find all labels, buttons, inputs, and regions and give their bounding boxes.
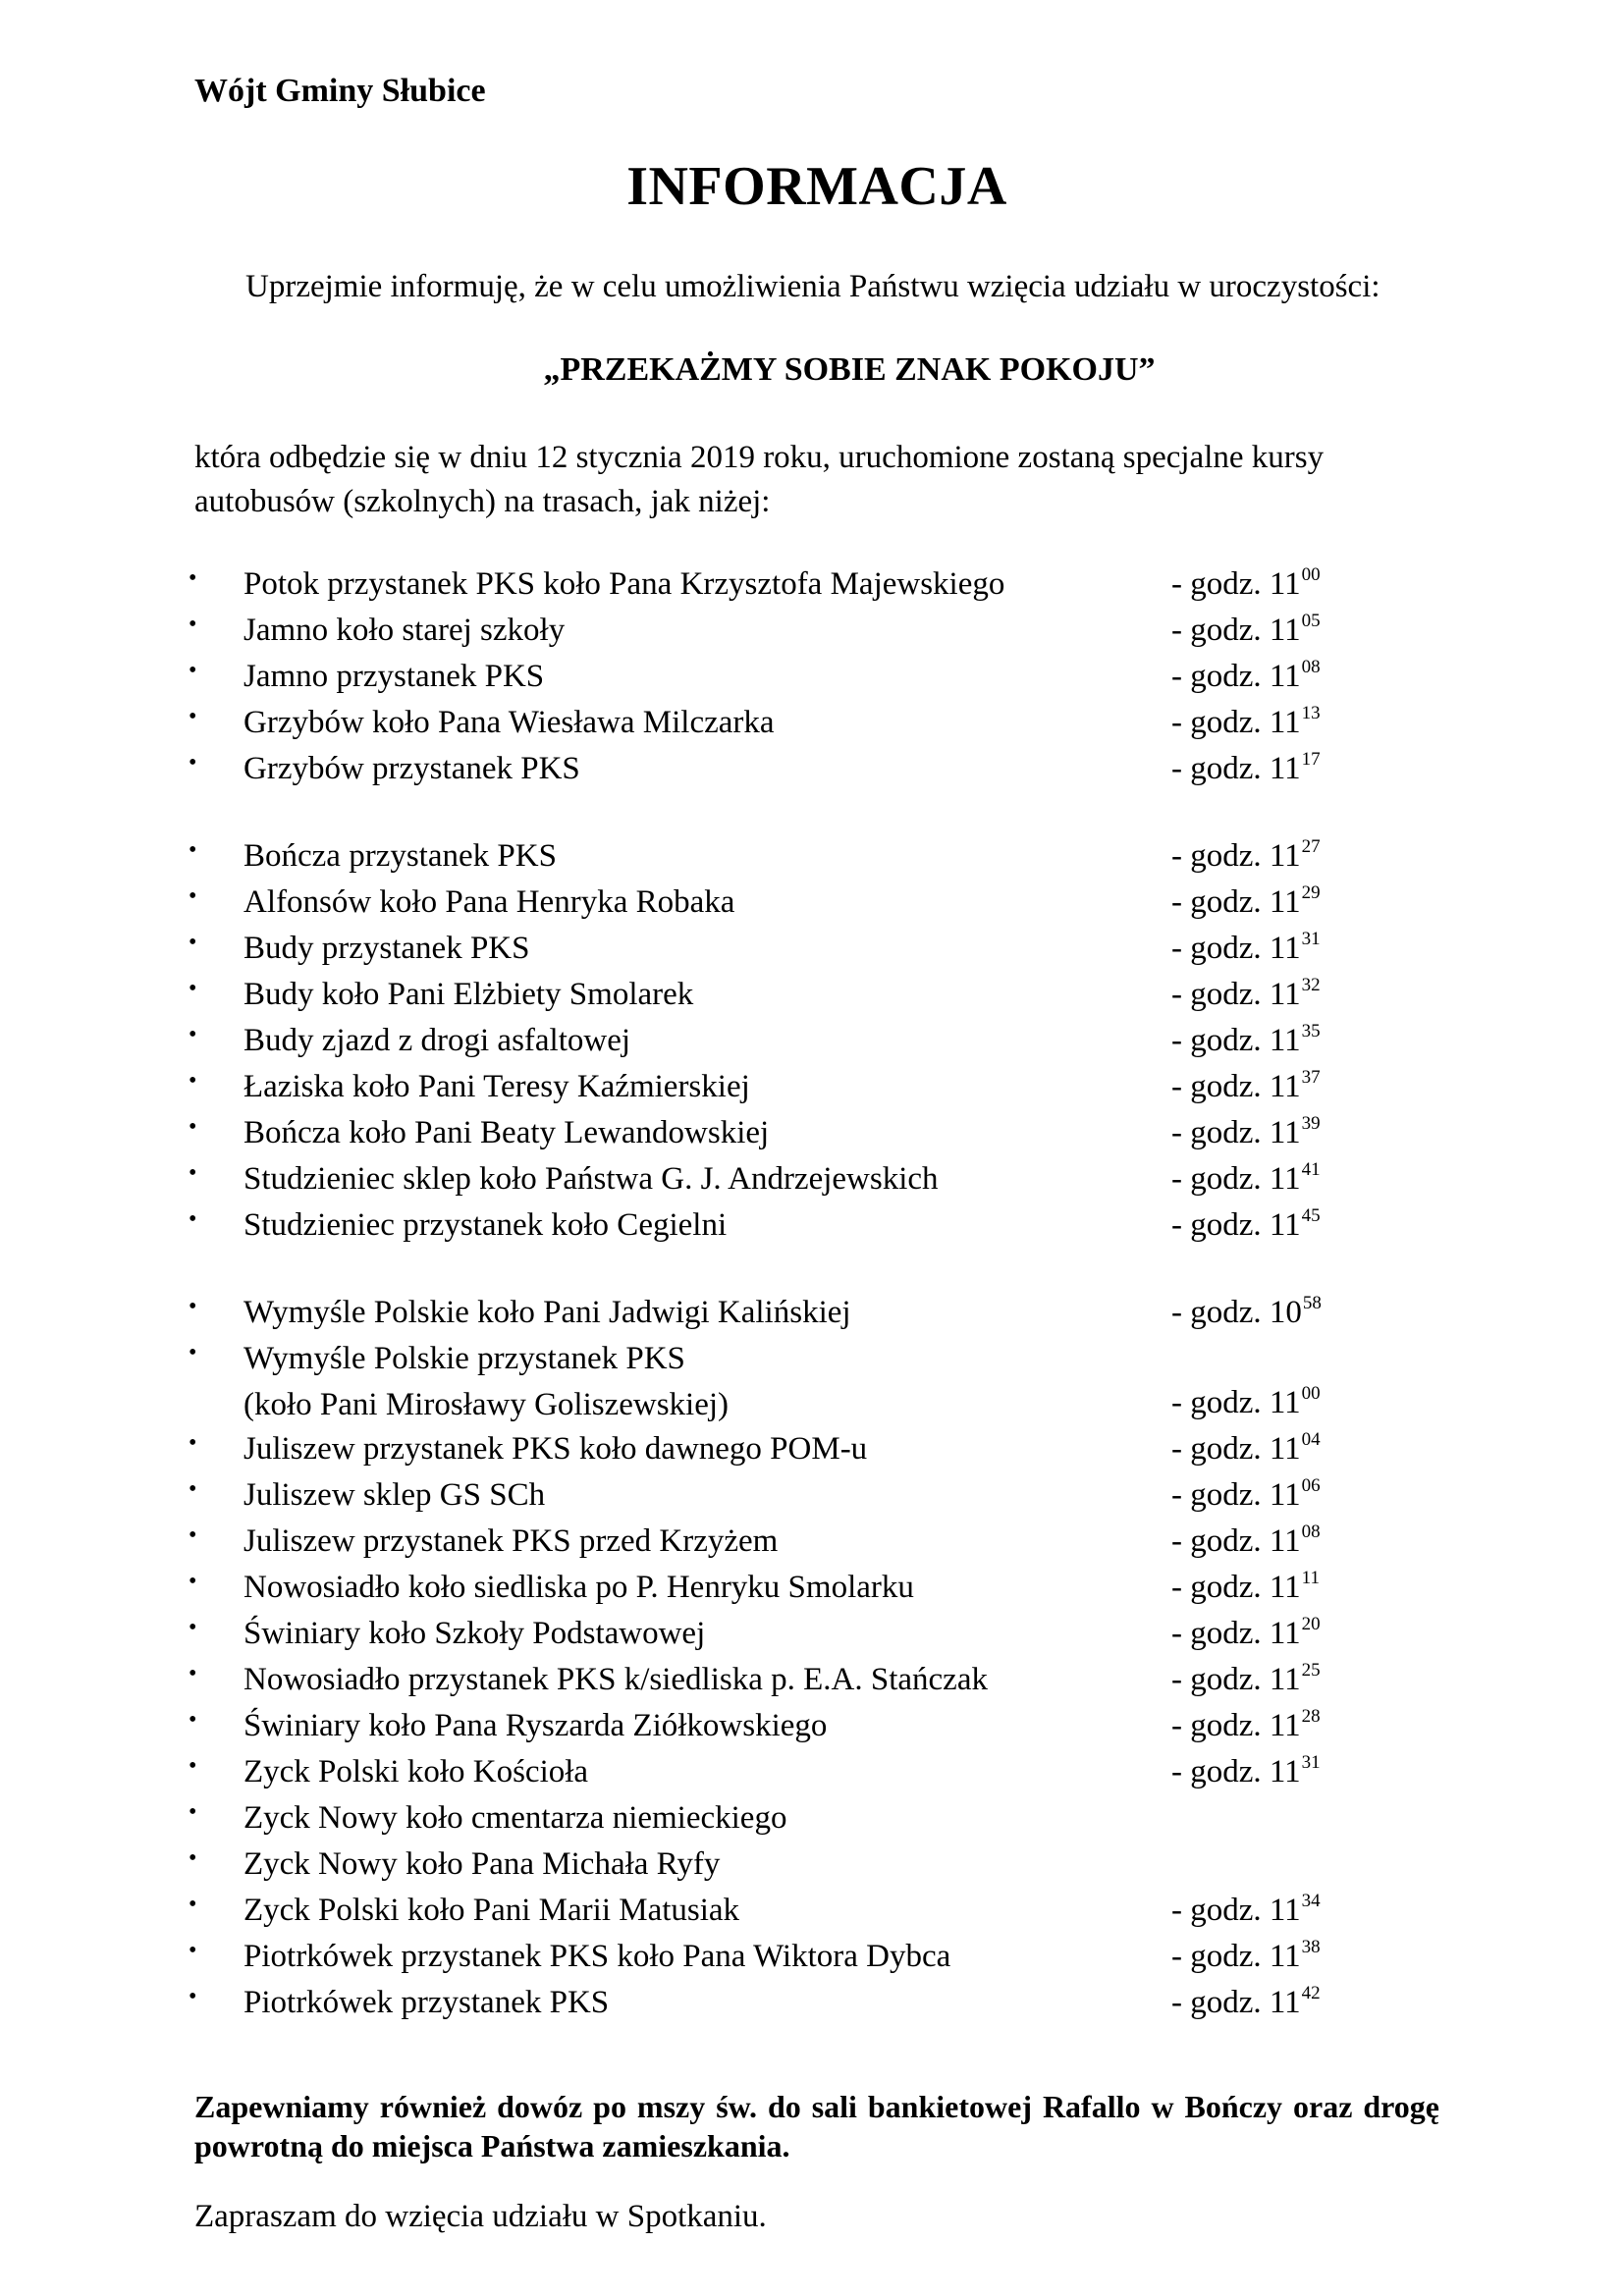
time-hour: 11 — [1269, 659, 1301, 694]
time-hour: 11 — [1269, 1893, 1301, 1928]
author-heading: Wójt Gminy Słubice — [194, 73, 486, 109]
stop-place — [243, 1426, 867, 1472]
departure-time — [1171, 1290, 1322, 1340]
stop-place-line: Grzybów koło Pana Wiesława Milczarka — [243, 705, 775, 740]
intro-text: Uprzejmie informuję, że w celu umożliwienia Państwu wzięcia udziału w uroczystości: — [245, 269, 1380, 304]
departure-time — [1171, 561, 1321, 612]
time-prefix: - godz. — [1171, 1985, 1262, 2020]
time-hour: 11 — [1269, 613, 1301, 648]
bullet-icon: • — [189, 976, 197, 1001]
time-minute: 05 — [1301, 611, 1321, 631]
bullet-icon: • — [189, 1206, 197, 1232]
time-prefix: - godz. — [1171, 1295, 1262, 1330]
bullet-icon: • — [189, 1114, 197, 1140]
stop-place — [243, 1749, 588, 1795]
stop-place-line: Alfonsów koło Pana Henryka Robaka — [243, 884, 735, 920]
stop-place-line: Budy koło Pani Elżbiety Smolarek — [243, 977, 694, 1012]
time-prefix: - godz. — [1171, 931, 1262, 966]
stop-place-line: Juliszew przystanek PKS przed Krzyżem — [243, 1523, 779, 1559]
list-item — [189, 1290, 1439, 1336]
stop-place — [243, 1110, 769, 1156]
list-item — [189, 608, 1439, 654]
departure-time — [1171, 1156, 1321, 1206]
bus-stop-list — [189, 561, 1439, 2026]
stop-place-line: Zyck Nowy koło Pana Michała Ryfy — [243, 1846, 721, 1882]
time-prefix: - godz. — [1171, 1662, 1262, 1697]
stop-place-line: Nowosiadło koło siedliska po P. Henryku Smolarku — [243, 1570, 914, 1605]
bullet-icon: • — [189, 750, 197, 775]
list-item — [189, 1980, 1439, 2026]
list-item — [189, 972, 1439, 1018]
bullet-icon: • — [189, 1615, 197, 1640]
time-minute: 27 — [1301, 836, 1321, 857]
time-prefix: - godz. — [1171, 977, 1262, 1012]
list-item — [189, 746, 1439, 792]
time-prefix: - godz. — [1171, 1893, 1262, 1928]
list-item — [189, 1156, 1439, 1202]
stop-place — [243, 1795, 786, 1842]
stop-place — [243, 561, 1004, 608]
event-name — [194, 351, 1439, 389]
stop-place — [243, 1290, 851, 1336]
time-prefix: - godz. — [1171, 613, 1262, 648]
list-item — [189, 700, 1439, 746]
list-item — [189, 1565, 1439, 1611]
time-hour: 11 — [1269, 566, 1301, 602]
time-prefix: - godz. — [1171, 1708, 1262, 1743]
stop-place — [243, 926, 530, 972]
list-item — [189, 1110, 1439, 1156]
departure-time — [1171, 700, 1321, 750]
stop-place-line: Zyck Nowy koło cmentarza niemieckiego — [243, 1800, 787, 1836]
stop-place-line: Budy przystanek PKS — [243, 931, 530, 966]
list-item — [189, 1657, 1439, 1703]
time-prefix: - godz. — [1171, 838, 1262, 874]
departure-time — [1171, 1703, 1321, 1753]
departure-time — [1171, 608, 1321, 658]
list-item — [189, 1336, 1439, 1426]
bullet-icon: • — [189, 1522, 197, 1548]
list-item — [189, 1426, 1439, 1472]
departure-time — [1171, 1565, 1320, 1615]
list-item — [189, 1749, 1439, 1795]
list-item — [189, 1519, 1439, 1565]
bullet-icon: • — [189, 1022, 197, 1047]
departure-time — [1171, 654, 1321, 704]
closing-paragraph: Zapewniamy również dowóz po mszy św. do sali bankietowej Rafallo w Bończy oraz drogę powrotną do miejsca Państwa zamieszkania. — [194, 2089, 1439, 2163]
list-item — [189, 1888, 1439, 1934]
departure-time — [1171, 746, 1321, 796]
time-minute: 31 — [1301, 1752, 1321, 1773]
time-minute: 08 — [1301, 657, 1321, 677]
time-hour: 11 — [1269, 1523, 1301, 1559]
time-minute: 39 — [1301, 1113, 1321, 1134]
time-hour: 11 — [1269, 1985, 1301, 2020]
time-hour: 11 — [1269, 751, 1301, 786]
bullet-icon: • — [189, 1707, 197, 1733]
bullet-icon: • — [189, 1661, 197, 1686]
departure-time — [1171, 926, 1321, 976]
bullet-icon: • — [189, 1892, 197, 1917]
time-prefix: - godz. — [1171, 1616, 1262, 1651]
time-prefix: - godz. — [1171, 659, 1262, 694]
stop-place-line: Juliszew sklep GS SCh — [243, 1477, 546, 1513]
stop-place-line: Piotrkówek przystanek PKS koło Pana Wiktora Dybca — [243, 1939, 951, 1974]
list-item — [189, 1064, 1439, 1110]
invitation-text: Zapraszam do wzięcia udziału w Spotkaniu. — [194, 2199, 767, 2234]
time-prefix: - godz. — [1171, 1523, 1262, 1559]
bullet-icon: • — [189, 1845, 197, 1871]
bullet-icon: • — [189, 1476, 197, 1502]
stop-place — [243, 1842, 720, 1888]
bullet-icon: • — [189, 1160, 197, 1186]
stop-place — [243, 1565, 914, 1611]
time-minute: 34 — [1301, 1891, 1321, 1911]
time-hour: 11 — [1269, 1616, 1301, 1651]
list-item — [189, 1842, 1439, 1888]
list-item — [189, 1611, 1439, 1657]
list-item — [189, 1472, 1439, 1519]
time-hour: 11 — [1269, 1570, 1301, 1605]
time-prefix: - godz. — [1171, 566, 1262, 602]
time-hour: 11 — [1269, 1708, 1301, 1743]
departure-time — [1171, 1380, 1321, 1430]
departure-time — [1171, 1749, 1321, 1799]
stop-place — [243, 1064, 750, 1110]
stop-place-line: Juliszew przystanek PKS koło dawnego POM-u — [243, 1431, 868, 1467]
time-minute: 31 — [1301, 929, 1321, 949]
stop-place — [243, 1657, 988, 1703]
departure-time — [1171, 880, 1321, 930]
time-prefix: - godz. — [1171, 1939, 1262, 1974]
bullet-icon: • — [189, 704, 197, 729]
departure-time — [1171, 1888, 1321, 1938]
time-minute: 04 — [1301, 1429, 1321, 1450]
stop-place — [243, 1018, 630, 1064]
list-item — [189, 561, 1439, 608]
lead-paragraph: która odbędzie się w dniu 12 stycznia 2019 roku, uruchomione zostaną specjalne kursy autobusów (szkolnych) na trasach, jak niżej: — [194, 440, 1325, 519]
departure-time — [1171, 1426, 1321, 1476]
time-hour: 11 — [1269, 1207, 1301, 1243]
time-minute: 13 — [1301, 703, 1321, 723]
time-hour: 11 — [1269, 1385, 1301, 1420]
list-item — [189, 1202, 1439, 1249]
time-hour: 11 — [1269, 977, 1301, 1012]
stop-place — [243, 1611, 705, 1657]
time-minute: 29 — [1301, 882, 1321, 903]
stop-place — [243, 1202, 727, 1249]
list-item — [189, 654, 1439, 700]
time-hour: 11 — [1269, 1023, 1301, 1058]
stop-place — [243, 746, 580, 792]
bullet-icon: • — [189, 1753, 197, 1779]
stop-place — [243, 608, 565, 654]
stop-place-line-2: (koło Pani Mirosławy Goliszewskiej) — [243, 1387, 730, 1422]
time-hour: 11 — [1269, 705, 1301, 740]
intro-paragraph — [194, 265, 1439, 309]
departure-time — [1171, 972, 1321, 1022]
time-hour: 11 — [1269, 884, 1301, 920]
time-prefix: - godz. — [1171, 1069, 1262, 1104]
stop-place-line: Świniary koło Pana Ryszarda Ziółkowskiego — [243, 1708, 828, 1743]
stop-place-line: Łaziska koło Pani Teresy Kaźmierskiej — [243, 1069, 750, 1104]
stop-place — [243, 1336, 729, 1428]
time-hour: 11 — [1269, 1754, 1301, 1789]
time-minute: 28 — [1301, 1706, 1321, 1727]
stop-place-line: Jamno przystanek PKS — [243, 659, 545, 694]
bullet-icon: • — [189, 1340, 197, 1365]
time-prefix: - godz. — [1171, 1385, 1262, 1420]
time-minute: 38 — [1301, 1937, 1321, 1957]
time-hour: 10 — [1269, 1295, 1302, 1330]
time-prefix: - godz. — [1171, 1115, 1262, 1150]
stop-place — [243, 1472, 545, 1519]
stop-place — [243, 1888, 739, 1934]
time-prefix: - godz. — [1171, 1570, 1262, 1605]
time-minute: 20 — [1301, 1614, 1321, 1634]
time-prefix: - godz. — [1171, 1207, 1262, 1243]
stop-place — [243, 654, 544, 700]
bullet-icon: • — [189, 883, 197, 909]
departure-time — [1171, 1018, 1321, 1068]
stop-place — [243, 700, 775, 746]
time-minute: 08 — [1301, 1522, 1321, 1542]
stop-place-line: Zyck Polski koło Kościoła — [243, 1754, 589, 1789]
stop-place-line: Bończa przystanek PKS — [243, 838, 557, 874]
stop-place-line: Potok przystanek PKS koło Pana Krzysztofa Majewskiego — [243, 566, 1005, 602]
bullet-icon: • — [189, 1430, 197, 1456]
stop-place — [243, 1519, 778, 1565]
bullet-icon: • — [189, 1799, 197, 1825]
departure-time — [1171, 1657, 1321, 1707]
time-hour: 11 — [1269, 1161, 1301, 1197]
time-minute: 41 — [1301, 1159, 1321, 1180]
time-prefix: - godz. — [1171, 751, 1262, 786]
bullet-icon: • — [189, 1984, 197, 2009]
time-hour: 11 — [1269, 838, 1301, 874]
bullet-icon: • — [189, 1294, 197, 1319]
departure-time — [1171, 833, 1321, 883]
time-prefix: - godz. — [1171, 1431, 1262, 1467]
bullet-icon: • — [189, 1938, 197, 1963]
time-minute: 00 — [1301, 1383, 1321, 1404]
stop-place-line: Nowosiadło przystanek PKS k/siedliska p. E.A. Stańczak — [243, 1662, 988, 1697]
stop-place-line: Zyck Polski koło Pani Marii Matusiak — [243, 1893, 740, 1928]
time-minute: 32 — [1301, 975, 1321, 995]
departure-time — [1171, 1980, 1321, 2030]
time-hour: 11 — [1269, 1939, 1301, 1974]
stop-place-line: Bończa koło Pani Beaty Lewandowskiej — [243, 1115, 770, 1150]
departure-time — [1171, 1934, 1321, 1984]
page-title: INFORMACJA — [626, 156, 1007, 217]
bullet-icon: • — [189, 565, 197, 591]
time-minute: 58 — [1302, 1293, 1322, 1313]
departure-time — [1171, 1064, 1321, 1114]
time-minute: 37 — [1301, 1067, 1321, 1088]
time-hour: 11 — [1269, 1662, 1301, 1697]
time-minute: 42 — [1301, 1983, 1321, 2003]
stop-place — [243, 1703, 827, 1749]
time-hour: 11 — [1269, 1477, 1301, 1513]
list-item — [189, 833, 1439, 880]
time-minute: 17 — [1301, 749, 1321, 770]
time-hour: 11 — [1269, 1115, 1301, 1150]
stop-place — [243, 880, 734, 926]
stop-place-line: Jamno koło starej szkoły — [243, 613, 566, 648]
time-minute: 45 — [1301, 1205, 1321, 1226]
list-item — [189, 926, 1439, 972]
time-prefix: - godz. — [1171, 705, 1262, 740]
list-item — [189, 1018, 1439, 1064]
list-item — [189, 880, 1439, 926]
departure-time — [1171, 1611, 1321, 1661]
bullet-icon: • — [189, 658, 197, 683]
bullet-icon: • — [189, 930, 197, 955]
stop-place-line: Studzieniec sklep koło Państwa G. J. Andrzejewskich — [243, 1161, 939, 1197]
stop-place-line: Grzybów przystanek PKS — [243, 751, 580, 786]
list-item — [189, 1934, 1439, 1980]
stop-place-line: Wymyśle Polskie koło Pani Jadwigi Kalińskiej — [243, 1295, 851, 1330]
stop-place — [243, 1980, 609, 2026]
time-hour: 11 — [1269, 1431, 1301, 1467]
stop-place — [243, 1156, 939, 1202]
list-item — [189, 1703, 1439, 1749]
stop-place-line: Studzieniec przystanek koło Cegielni — [243, 1207, 728, 1243]
stop-place — [243, 833, 557, 880]
time-prefix: - godz. — [1171, 1754, 1262, 1789]
stop-place-line: Budy zjazd z drogi asfaltowej — [243, 1023, 631, 1058]
time-minute: 00 — [1301, 564, 1321, 585]
time-minute: 35 — [1301, 1021, 1321, 1041]
time-minute: 11 — [1301, 1568, 1320, 1588]
stop-place — [243, 1934, 950, 1980]
time-prefix: - godz. — [1171, 1477, 1262, 1513]
list-item — [189, 1795, 1439, 1842]
departure-time — [1171, 1110, 1321, 1160]
stop-place-line: Wymyśle Polskie przystanek PKS — [243, 1341, 685, 1376]
departure-time — [1171, 1519, 1321, 1569]
time-hour: 11 — [1269, 1069, 1301, 1104]
time-minute: 06 — [1301, 1475, 1321, 1496]
time-prefix: - godz. — [1171, 1023, 1262, 1058]
time-prefix: - godz. — [1171, 884, 1262, 920]
stop-place-line: Piotrkówek przystanek PKS — [243, 1985, 610, 2020]
stop-place — [243, 972, 693, 1018]
departure-time — [1171, 1472, 1321, 1522]
time-minute: 25 — [1301, 1660, 1321, 1681]
departure-time — [1171, 1202, 1321, 1253]
time-hour: 11 — [1269, 931, 1301, 966]
bullet-icon: • — [189, 837, 197, 863]
time-prefix: - godz. — [1171, 1161, 1262, 1197]
bullet-icon: • — [189, 1068, 197, 1094]
bullet-icon: • — [189, 612, 197, 637]
bullet-icon: • — [189, 1569, 197, 1594]
stop-place-line: Świniary koło Szkoły Podstawowej — [243, 1616, 706, 1651]
event-name-text: „PRZEKAŻMY SOBIE ZNAK POKOJU” — [543, 351, 1156, 388]
